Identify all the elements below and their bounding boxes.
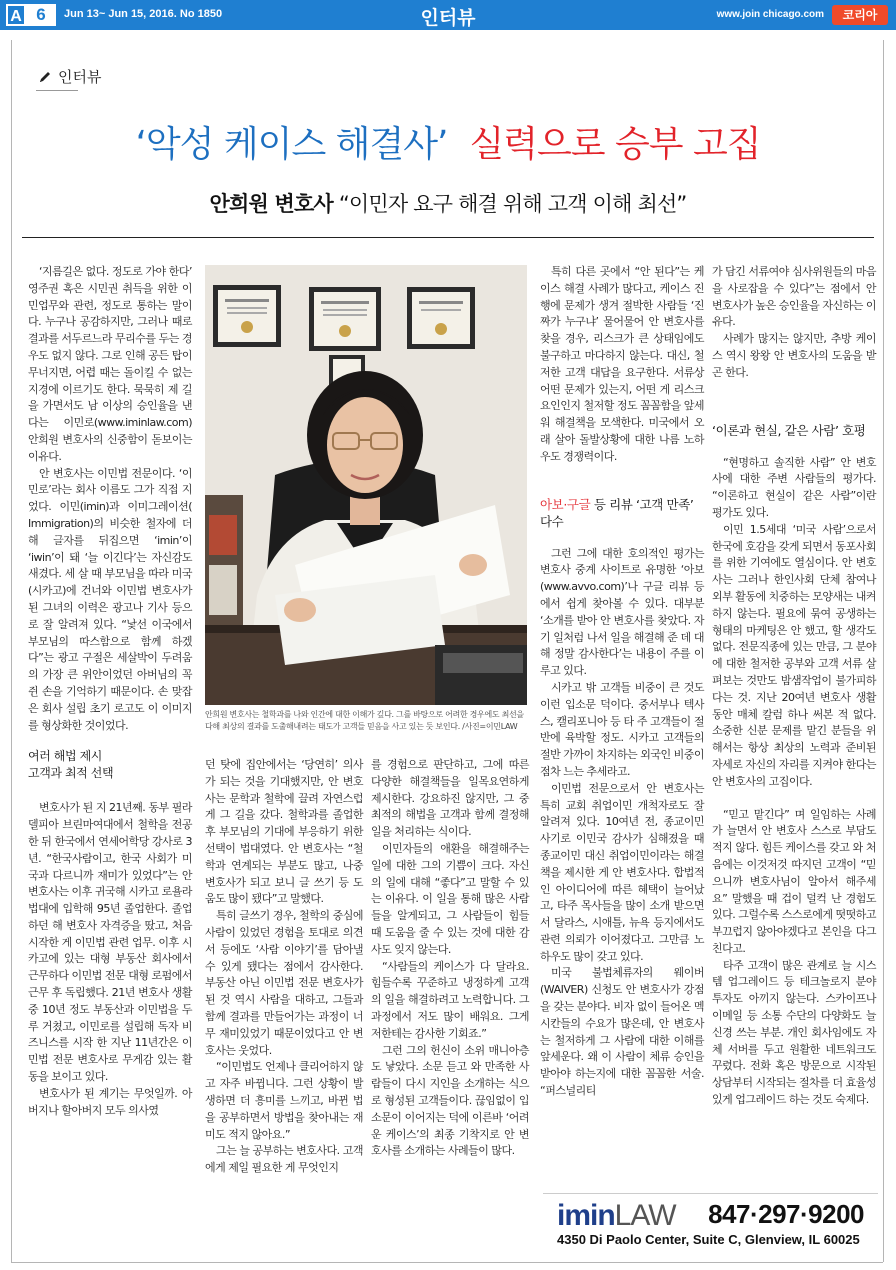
- article-paragraph: 변호사가 된 지 21년째. 동부 필라델피아 브린마여대에서 철학을 전공한 뒤 한국에서 연세어학당 강사로 3년. “한국사람이고, 한국 사회가 미국과 다르니까 재미가 있었다”는 안 변호사는 이후 귀국해 시카고 로욜라 법대에 입학해 95년 졸업한다. 졸업하던 해 변호사 자격증을 땄고, 처음 시작한 게 이민법 관련 업무. 이후 시카고에 있는 대형 부동산 회사에서 근무하다 이민법 전문 대형 로펌에서 근무 후 독립했다. 21년 변호사 생활 중 10년 정도 부동산과 이민법을 두루 거쳤고, 이민로를 설립해 독자 비즈니스를 시작 한 지난 11년간은 이민법 전문 변호사로 무게감 있는 활동을 보이고 있다.: [28, 801, 192, 1084]
- article-paragraph: 를 경험으로 판단하고, 그에 따른 다양한 해결책들을 일목요연하게 제시한다. 강요하진 않지만, 그 중 최적의 해법을 고객과 함께 결정해 일을 처리하는 식이다.: [371, 758, 529, 839]
- section-subtitle: ‘이론과 현실, 같은 사람’ 호평: [712, 422, 866, 438]
- ad-phone[interactable]: 847·297·9200: [708, 1199, 864, 1229]
- lawyer-portrait-image: [205, 265, 527, 705]
- headline-rule: [22, 237, 874, 238]
- article-paragraph: 사례가 많지는 않지만, 추방 케이스 역시 왕왕 안 변호사의 도움을 받곤 한다.: [712, 332, 876, 379]
- article-paragraph: 이민자들의 애환을 해결해주는 일에 대한 그의 기쁨이 크다. 자신의 일에 대해 “좋다”고 말할 수 있는 이유다. 이 일을 통해 많은 사람들을 알게되고, 그 사람들이 힘들 때 도움을 줄 수 있는 것에 대한 감사도 잊지 않는다.: [371, 841, 529, 956]
- ad-brand-law: LAW: [614, 1199, 676, 1232]
- ad-address: 4350 Di Paolo Center, Suite C, Glenview, IL 60025: [557, 1232, 860, 1247]
- article-paragraph: “현명하고 솔직한 사람” 안 변호사에 대한 주변 사람들의 평가다. “이론하고 현실이 같은 사람”이란 평가도 있다.: [712, 455, 876, 519]
- pen-icon: [38, 70, 52, 84]
- section-subtitle: [540, 496, 704, 530]
- section-subtitle: [28, 748, 192, 782]
- left-frame-line: [11, 40, 12, 1262]
- article-column-2: [205, 757, 363, 1177]
- article-paragraph: 미국 불법체류자의 웨이버(WAIVER) 신청도 안 변호사가 강점을 갖는 분야다. 비자 없이 들어온 멕시칸들의 수요가 많은데, 안 변호사는 철저하게 그 사람에 대한 이해를 앞세운다. 왜 이 사람이 체류 승인을 받아야 하는지에 대한 꼼꼼한 서술. “퍼스널리티: [540, 966, 704, 1098]
- ad-brand-im: imin: [557, 1199, 615, 1232]
- bottom-frame-line: [11, 1262, 883, 1263]
- column-label-text: 인터뷰: [58, 68, 102, 86]
- page-header: [0, 0, 896, 30]
- issue-date: Jun 13~ Jun 15, 2016. No 1850: [64, 8, 223, 20]
- column-label: [38, 66, 101, 87]
- article-paragraph: 그는 늘 공부하는 변호사다. 고객에게 제일 필요한 게 무엇인지: [205, 1144, 363, 1175]
- headline-part1: ‘악성 케이스 해결사’: [135, 124, 448, 165]
- advertisement[interactable]: [543, 1193, 878, 1255]
- article-paragraph: ‘지름길은 없다. 정도로 가야 한다’ 영주권 혹은 시민권 취득을 위한 이민업무와 관련, 정도로 통하는 말이다. 누구나 공감하지만, 그러나 때로 결과를 서두르느라 무리수를 두는 경우도 없지 않다. 그로 인해 공든 탑이 무너지면, 어렵 때는 돌이킬 수 없는 지경에 이르기도 한다. 묵묵히 제 길을 가면서도 남 이상의 승인율을 낸다는 이민로(www.iminlaw.com) 안희원 변호사의 신중함이 돋보이는 이유다.: [28, 265, 192, 463]
- article-column-3: [371, 757, 529, 1160]
- article-paragraph: 그런 그에 대한 호의적인 평가는 변호사 중계 사이트로 유명한 ‘아보(www.avvo.com)’나 구글 리뷰 등에서 쉽게 찾아볼 수 있다. 대부분 ‘소개를 받아 안 변호사를 찾았다. 자기 일처럼 나서 일을 해결해 준 데 대해 정말 감사한다’는 내용이 주를 이루고 있다.: [540, 546, 704, 678]
- label-underline: [36, 90, 78, 91]
- right-frame-line: [883, 40, 884, 1262]
- headline-part2: 실력으로 승부 고집: [469, 124, 761, 165]
- photo-caption: 안희원 변호사는 철학과를 나와 인간에 대한 이해가 깊다. 그를 바탕으로 어려한 경우에도 최선을 다해 최상의 결과를 도출해내려는 태도가 고객들 믿음을 사고 있는 듯 보인다. /사진=이민LAW: [205, 710, 524, 731]
- page-letter: A: [6, 4, 26, 26]
- publication-logo: 코리아: [832, 5, 888, 25]
- headline: [0, 116, 896, 167]
- article-paragraph: 이민 1.5세대 ‘미국 사람’으로서 한국에 호감을 갖게 되면서 동포사회를 위한 기여에도 열심이다. 안 변호사는 그러나 한인사회 단체 참여나 외부 활동에 치중하는 모양새는 내켜하지 않는다. 필요에 묶여 공생하는 형태의 마케팅은 안 했고, 할 생각도 없다. 전문직종에 있는 만큼, 그 분야에 대한 철저한 공부와 고객 서류 살펴보는 것만도 밤샘작업이 불가피하다는 것. 지난 20여년 변호사 생활 동안 매체 칼럼 하나 써본 적 없다. 소중한 신분 문제를 맡긴 분들을 위해서는 항상 최상의 노력과 준비된 자세로 자신의 자리를 지켜야 한다는 안 변호사의 고집이다.: [712, 522, 876, 788]
- article-column-4: [712, 264, 876, 1109]
- article-paragraph: 이민법 전문으로서 안 변호사는 특히 교회 취업이민 개척자로도 잘 알려져 있다. 10여년 전, 종교이민 사기로 이민국 감사가 심해졌을 때 종교이민 대신 취업이민이라는 해결책을 제시한 게 안 변호사다. 합법적인 아이디어에 따른 혜택이 늘어났고, 타주 목사들을 많이 소개 받으면서 달라스, 시애틀, 뉴욕 등지에서도 관련 의뢰가 이어졌다고. 그만큼 노하우도 많이 갖고 있다.: [540, 781, 704, 963]
- article-paragraph: 안 변호사는 이민법 전문이다. ‘이민로’라는 회사 이름도 그가 직접 지었다. 이민(imin)과 이미그레이션( Immigration)의 비슷한 철자에 더해 글자를 뒤집으면 ‘imin’이 ‘iwin’이 돼 ‘늘 이긴다’는 자신감도 새겼다. 세 살 때 부모님을 따라 미국(시카고)에 건너와 이민법 변호사가 된 그녀의 이력은 광고나 기사 등으로 잘 알려져 있다. “낯선 이국에서 부모님의 따스함으로 함께 하겠다”는 광고 구절은 세살박이 두려움의 가장 큰 위안이었던 아버님의 꼭 쥔 손을 기억하기 때문이다. 손 맞잡은 회사 설립 초기 로고도 이 이미지를 형상화한 것이었다.: [28, 466, 192, 732]
- article-paragraph: 그런 그의 헌신이 소위 매니아층도 낳았다. 소문 듣고 와 만족한 사람들이 다시 지인을 소개하는 식으로 형성된 고객들이다. 끊임없이 입소문이 이어지는 덕에 이른바 ‘어려운 케이스’의 최종 기착지로 안 변호사를 소개하는 사례들이 많다.: [371, 1043, 529, 1158]
- article-paragraph: 변호사가 된 계기는 무엇일까. 아버지나 할아버지 모두 의사였: [28, 1086, 192, 1117]
- article-column-3-top: [540, 264, 704, 1100]
- page-number-box: [6, 4, 56, 26]
- subtitle-rest: 등 리뷰 ‘고객 만족’ 다수: [540, 496, 694, 529]
- subheadline: [0, 188, 896, 218]
- ad-brand-logo: [557, 1199, 676, 1233]
- article-paragraph: 특히 다른 곳에서 “안 된다”는 케이스 해결 사례가 많다고, 케이스 진행에 문제가 생겨 절박한 사람들 ‘진짜가 누구냐’ 물어물어 안 변호사를 찾을 경우, 리스크가 큰 상태임에도 불구하고 마다하지 않는다. 대신, 철저한 고객 대답을 요구한다. 서류상 어떤 문제가 있는지, 어떤 게 리스크 요인인지 철저할 정도 꼼꼼함을 앞세워 해결책을 모색한다. 미국에서 오래 살아 돌발상황에 대한 나름 노하우도 경쟁력이다.: [540, 265, 704, 463]
- article-paragraph: “사람들의 케이스가 다 달라요. 힘들수록 꾸준하고 냉정하게 고객의 일을 해결하려고 노력합니다. 그 과정에서 저도 많이 배워요. 그게 저한테는 감사한 기회죠.”: [371, 959, 529, 1040]
- article-photo: [205, 265, 527, 705]
- article-paragraph: 가 담긴 서류여야 심사위원들의 마음을 사로잡을 수 있다”는 점에서 안 변호사가 높은 승인율을 자신하는 이유다.: [712, 265, 876, 329]
- subtitle-highlight: 아보·구글: [540, 496, 591, 512]
- article-paragraph: “믿고 맡긴다” 며 일임하는 사례가 늘면서 안 변호사 스스로 부담도 적지 않다. 힘든 케이스를 갖고 와 처음에는 이것저것 따지던 고객이 “믿으니까 변호사님이 알아서 해주세요” 말했을 때 겁이 덜컥 난 경험도 있다. 그럴수록 스스로에게 떳떳하고 부끄럽지 않아야겠다고 본인을 다그친다고.: [712, 807, 876, 955]
- subtitle-line: 고객과 최적 선택: [28, 766, 114, 781]
- article-column-1: [28, 264, 192, 1119]
- article-paragraph: 타주 고객이 많은 관계로 늘 시스템 업그레이드 등 테크놀로지 분야 투자도 아끼지 않는다. 스카이프나 이메일 등 소통 수단의 다양화도 늘 신경 쓰는 부분. 개인 회사임에도 자체 서버를 두고 원활한 네트워크도 꾸렸다. 전화 혹은 방문으로 시작된 상담부터 시작되는 절차를 더 효율성 있게 업그레이드 하는 것도 숙제다.: [712, 958, 876, 1107]
- subhead-name: 안희원 변호사: [209, 192, 333, 216]
- section-title: 인터뷰: [420, 7, 476, 29]
- subhead-quote: “이민자 요구 해결 위해 고객 이해 최선”: [338, 192, 687, 216]
- page-number: 6: [36, 5, 46, 24]
- article-paragraph: “이민법도 언제나 클리어하지 않고 자주 바뀝니다. 그런 상황이 발생하면 더 흥미를 느끼고, 바뀐 법을 공부하면서 방법을 찾아내는 재미도 적지 않아요.”: [205, 1060, 363, 1141]
- article-paragraph: 던 탓에 집안에서는 ‘당연히’ 의사가 되는 것을 기대했지만, 안 변호사는 문학과 철학에 끌려 자연스럽게 그 길을 갔다. 철학과를 졸업한 후 부모님의 기대에 부응하기 위한 선택이 법대였다. 안 변호사는 “철학과 연계되는 부분도 많고, 나중 변호사가 되고 보니 글 쓰기 등 도움도 많이 됐다”고 말했다.: [205, 758, 363, 906]
- article-paragraph: 특히 글쓰기 경우, 철학의 중심에 사람이 있었던 경험을 토대로 의견서 등에도 ‘사람 이야기’를 담아낼 수 있게 됐다는 점에서 감사한다. 부동산 아닌 이민법 전문 변호사가 된 것 역시 사람을 대하고, 그들과 함께 결과를 만들어가는 과정이 너무 재미있었기 때문이었다고 안 변호사는 웃었다.: [205, 909, 363, 1057]
- subtitle-line: 여러 해법 제시: [28, 749, 102, 764]
- site-url[interactable]: www.join chicago.com: [716, 9, 824, 20]
- article-paragraph: 시카고 밖 고객들 비중이 큰 것도 이런 입소문 덕이다. 중서부나 텍사스, 캘리포니아 등 타 주 고객들이 절반에 육박할 정도. 시카고 고객들의 절반 가까이 차지하는 외국인 비중이 점차 느는 추세라고.: [540, 680, 704, 778]
